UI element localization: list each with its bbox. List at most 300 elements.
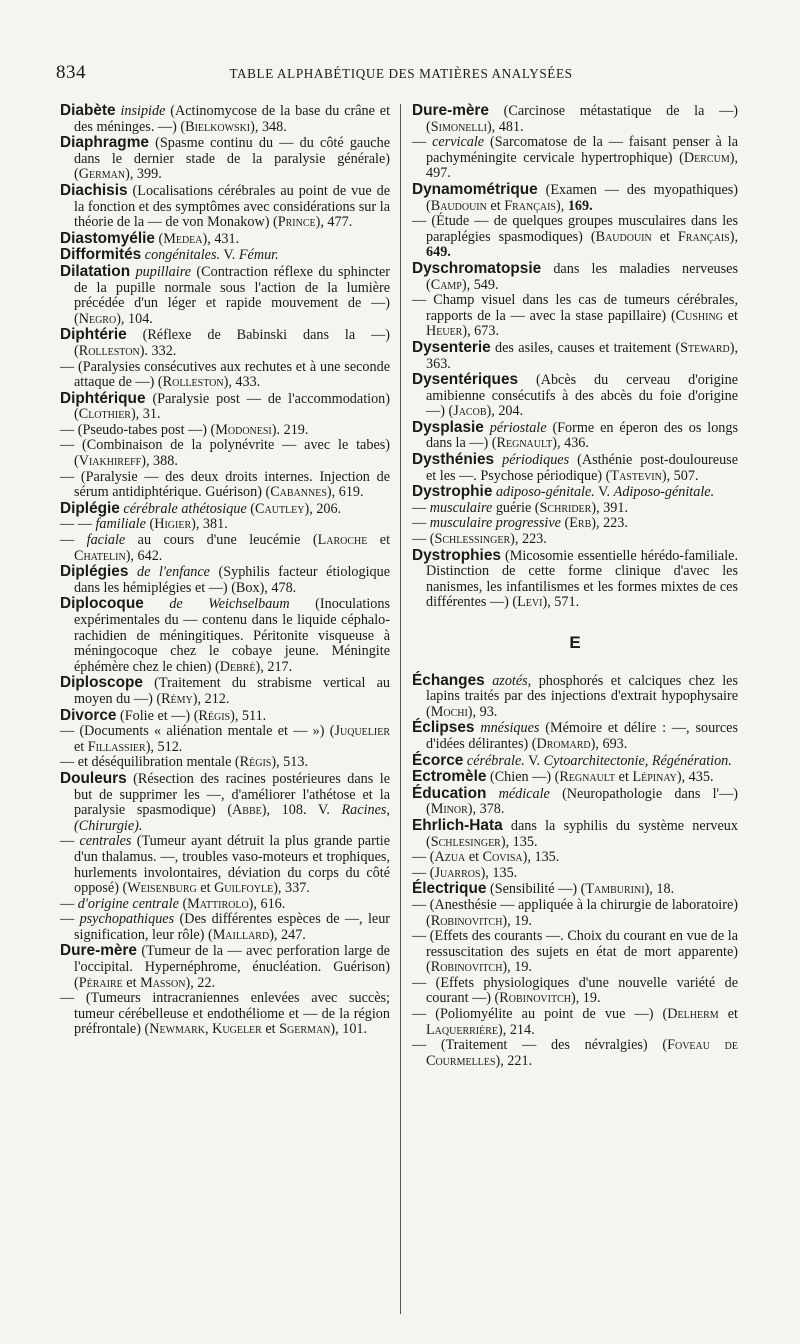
entry-author: Minor <box>430 801 468 818</box>
entry-text: ). 332. <box>139 342 177 359</box>
entry-headword: Dysplasie <box>412 418 484 436</box>
entry-headword: Dystrophie <box>412 483 493 501</box>
entry-text: V. <box>594 484 614 501</box>
entry-italic: périostale <box>489 419 547 436</box>
entry-headword: Diaphragme <box>60 134 149 152</box>
index-entry <box>60 834 390 896</box>
entry-text: ), 619. <box>326 484 364 501</box>
entry-text: ), 513. <box>271 754 308 771</box>
entry-text: — ( <box>412 849 435 866</box>
entry-text: ), 381. <box>191 516 228 533</box>
entry-italic: centrales <box>79 833 132 850</box>
entry-text: — ( <box>412 864 435 881</box>
entry-headword: Dilatation <box>60 262 131 280</box>
entry-text: — ( <box>412 531 435 548</box>
entry-author: Péraire <box>78 974 123 991</box>
index-entry <box>412 898 738 929</box>
entry-author: Medea <box>163 230 203 247</box>
entry-author: German <box>78 166 126 183</box>
entry-headword: Diabète <box>60 102 116 119</box>
entry-text: — <box>412 134 433 151</box>
entry-author: Bielkowski <box>185 118 251 135</box>
index-entry <box>412 516 738 532</box>
entry-text: ). 219. <box>271 421 309 438</box>
index-entry <box>60 183 390 231</box>
section-letter: E <box>569 633 581 652</box>
entry-text: et <box>722 307 738 324</box>
entry-text: ), 212. <box>192 690 230 707</box>
entry-author: Juquelier <box>334 723 390 740</box>
entry-headword: Dysthénies <box>412 451 495 469</box>
entry-text: ( <box>145 516 155 533</box>
section-e <box>412 673 738 1070</box>
index-entry <box>412 420 738 452</box>
entry-text: et <box>367 532 391 549</box>
entry-author: Mattirolo <box>187 895 249 912</box>
entry-text: — (Paralysie — des deux droits internes. Injection de sérum antidiphtérique. Guérison) ( <box>60 468 390 501</box>
entry-text: ), 673. <box>462 323 500 340</box>
entry-headword: Diplégie <box>60 499 120 517</box>
entry-text: et <box>196 880 215 897</box>
index-entry <box>412 340 738 372</box>
entry-text: ), 204. <box>486 403 524 420</box>
entry-text: et <box>718 1006 738 1023</box>
index-entry <box>412 103 738 135</box>
entry-text: — (Tumeurs intracraniennes enlevées avec succès; tumeur cérébelleuse et endothéliome et — de la région préfrontale) ( <box>60 990 390 1038</box>
entry-author: Laquerrière <box>426 1021 498 1038</box>
running-title: TABLE ALPHABÉTIQUE DES MATIÈRES ANALYSÉES <box>229 66 573 81</box>
entry-italic: cérébrale athétosique <box>123 500 247 517</box>
entry-text: — <box>60 532 87 549</box>
index-entry <box>412 929 738 976</box>
entry-headword: Éducation <box>412 784 487 802</box>
entry-text: ), 223. <box>510 531 547 548</box>
entry-text: ), 108. V. <box>261 802 342 819</box>
entry-author: Dercum <box>683 149 730 166</box>
entry-text: et <box>261 1021 280 1038</box>
entry-italic: Cytoarchitectonie, Régénération. <box>543 752 732 769</box>
entry-headword: Ectromèle <box>412 768 487 786</box>
entry-text: ), 247. <box>269 926 306 943</box>
entry-author: Baudouin <box>595 228 652 245</box>
entry-text: (Inoculations expérimentales du — contenu dans le liquide céphalo-rachidien de méningitiques. Péritonite visqueuse à méningocoque chez le cobaye jeune. Méningite éphémère chez le chien) ( <box>74 596 391 675</box>
entry-text: ), 93. <box>467 703 498 720</box>
entry-text: ), 431. <box>202 230 240 247</box>
entry-author: Delherm <box>667 1006 719 1023</box>
entry-bold: 169. <box>567 197 593 214</box>
entry-headword: Dyschromatopsie <box>412 259 542 277</box>
entry-text: ), 18. <box>644 881 675 898</box>
entry-author: Français <box>677 228 730 245</box>
entry-text: ), 642. <box>125 547 163 564</box>
entry-text: phosphorés et calciques chez les lapins traités par des injections d'extrait hypophysaire ( <box>426 672 738 720</box>
entry-text: ), 477. <box>315 214 353 231</box>
entry-author: Regnault <box>496 435 553 452</box>
index-entry <box>60 438 390 469</box>
entry-author: Weisenburg <box>127 880 197 897</box>
index-entry <box>412 866 738 882</box>
entry-italic: musculaire <box>429 499 493 516</box>
entry-author: Français <box>504 197 556 214</box>
entry-text: ), 19. <box>570 990 601 1007</box>
entry-text: — (Anesthésie — appliquée à la chirurgie de laboratoire) ( <box>412 896 738 929</box>
index-entry <box>412 850 738 866</box>
entry-text: et <box>651 228 678 245</box>
index-entry <box>60 596 390 675</box>
entry-text: (Micosomie essentielle hérédo-familiale. Distinction de cette forme clinique d'avec les nanismes, les infantilismes et les formes mixtes de ces différentes —) ( <box>426 547 738 611</box>
entry-text: — et déséquilibration mentale ( <box>60 754 240 771</box>
index-entry <box>412 372 738 420</box>
entry-text: (Mémoire et délire : —, sources d'idées délirantes) ( <box>426 720 739 752</box>
entry-text: — <box>412 499 430 516</box>
entry-text: ), 388. <box>141 453 178 470</box>
entry-headword: Électrique <box>412 880 487 898</box>
index-entry <box>60 708 390 725</box>
entry-author: Schlessinger <box>434 531 511 548</box>
entry-text: — (Effets des courants —. Choix du courant en vue de la ressuscitation des sujets en état de mort apparente) ( <box>412 928 738 976</box>
entry-text: ( <box>560 515 570 532</box>
index-entry <box>60 391 390 423</box>
entry-author: Covisa <box>482 849 523 866</box>
entry-text: (Actinomycose de la base du crâne et des méninges. —) ( <box>74 103 391 135</box>
entry-text: (Localisations cérébrales au point de vue de la fonction et des symptômes avec considérations sur la théorie de la — de von Monakow) ( <box>74 182 390 231</box>
index-entry <box>60 533 390 564</box>
entry-text: ), 104. <box>116 310 153 327</box>
entry-italic: insipide <box>120 103 166 119</box>
entry-text: et <box>465 849 483 866</box>
entry-headword: Dynamométrique <box>412 180 538 198</box>
index-entry <box>60 231 390 248</box>
index-entry <box>412 818 738 850</box>
entry-text: (Réflexe de Babinski dans la —) ( <box>74 327 390 359</box>
entry-headword: Diploscope <box>60 674 143 692</box>
entry-author: Guilfoyle <box>214 880 274 897</box>
index-entry <box>412 293 738 340</box>
entry-italic: familiale <box>95 516 146 533</box>
entry-headword: Écorce <box>412 751 464 769</box>
entry-author: Steward <box>680 339 730 356</box>
entry-text <box>144 596 170 612</box>
entry-author: Robinovitch <box>430 959 503 976</box>
entry-author: Tamburini <box>585 881 645 898</box>
entry-text: — — <box>60 516 96 533</box>
entry-author: Régis <box>198 707 231 724</box>
entry-text <box>128 564 137 580</box>
entry-author: Schlesinger <box>430 833 501 850</box>
index-entry <box>60 517 390 533</box>
entry-italic: azotés, <box>492 672 532 689</box>
index-entry <box>60 264 390 327</box>
entry-text: dans la syphilis du système nerveux ( <box>426 817 738 850</box>
entry-text: ), 391. <box>591 499 628 516</box>
entry-text: ), <box>729 228 738 245</box>
entry-headword: Ehrlich-Hata <box>412 816 503 834</box>
entry-author: Clothier <box>78 406 131 423</box>
entry-text: ), 549. <box>461 276 499 293</box>
entry-author: Tastevin <box>610 467 662 484</box>
index-entry <box>412 720 738 752</box>
index-entry <box>60 564 390 596</box>
entry-text: ), 19. <box>502 912 532 929</box>
entry-text: ), 571. <box>542 594 580 611</box>
entry-text: (Carcinose métastatique de la —) ( <box>426 103 738 135</box>
entry-text: ), 436. <box>552 435 589 452</box>
entry-author: Cabannes <box>270 484 327 501</box>
entry-text: (Chien —) ( <box>486 769 560 786</box>
entry-text: ), 348. <box>250 118 287 135</box>
entry-text: (Asthénie post-douloureuse et les —. Psychose périodique) ( <box>426 452 738 484</box>
entry-headword: Diplocoque <box>60 595 144 613</box>
entry-text: ), 22. <box>185 974 216 991</box>
entry-text: (Syphilis facteur étiologique dans les hémiplégies et —) (Box), 478. <box>74 564 391 596</box>
entry-author: Sgerman <box>279 1021 331 1038</box>
entry-text: (Contraction réflexe du sphincter de la pupille normale sous l'action de la lumière précédée d'un léger et rapide mouvement de —) ( <box>74 263 390 327</box>
entry-author: Rémy <box>161 690 193 707</box>
index-entry <box>60 360 390 391</box>
index-entry <box>412 532 738 548</box>
entry-text: (Neuropathologie dans l'—) ( <box>426 785 739 818</box>
entry-text: — Champ visuel dans les cas de tumeurs cérébrales, rapports de la — avec la stase papillaire) ( <box>412 292 738 324</box>
entry-text: au cours d'une leucémie ( <box>125 532 318 549</box>
entry-text: ), <box>556 197 568 214</box>
index-entry <box>412 501 738 517</box>
entry-text: ), 337. <box>273 880 310 897</box>
entry-headword: Difformités <box>60 246 142 264</box>
index-entry <box>412 135 738 182</box>
entry-headword: Dysenterie <box>412 338 491 356</box>
index-entry <box>60 755 390 771</box>
entry-headword: Dure-mère <box>412 102 489 119</box>
entry-italic: Adiposo-génitale. <box>613 484 715 501</box>
entry-text: — (Effets physiologiques d'une nouvelle variété de courant —) ( <box>412 974 738 1007</box>
entry-text: et <box>615 769 633 786</box>
entry-italic: Racines, (Chirurgie). <box>74 802 390 834</box>
entry-headword: Dystrophies <box>412 546 501 564</box>
entry-text: ( <box>154 230 164 247</box>
entry-text: — <box>60 895 78 912</box>
index-entry <box>412 769 738 786</box>
entry-author: Rolleston <box>78 342 140 359</box>
entry-italic: congénitales. <box>144 247 221 264</box>
section-d-continued <box>412 103 738 611</box>
entry-author: Erb <box>569 515 592 532</box>
entry-text: , <box>205 1021 213 1038</box>
entry-text: — (Paralysies consécutives aux rechutes et à une seconde attaque de —) ( <box>60 358 390 391</box>
entry-text: ), 399. <box>125 166 162 183</box>
entry-text: ), 511. <box>230 707 267 724</box>
entry-text: (Forme en éperon des os longs dans la —) ( <box>426 419 738 452</box>
entry-author: Chatelin <box>74 547 126 564</box>
entry-text: (Spasme continu du — du côté gauche dans le dernier stade de la paralysie générale) ( <box>74 135 390 183</box>
entry-text: V. <box>220 247 239 264</box>
entry-text: ), 363. <box>426 339 738 372</box>
entry-text: ), 206. <box>304 500 342 517</box>
entry-author: Viakhireff <box>78 453 142 470</box>
index-entry <box>60 423 390 439</box>
entry-text: ), 512. <box>145 738 183 755</box>
entry-text: — (Pseudo-tabes post —) ( <box>60 421 216 438</box>
entry-text: (Sensibilité —) ( <box>486 881 586 898</box>
entry-text: V. <box>524 752 544 769</box>
entry-italic: périodiques <box>502 452 570 469</box>
entry-text: ), 221. <box>495 1052 533 1069</box>
entry-text: (Traitement du strabisme vertical au moyen du —) ( <box>74 675 390 707</box>
index-entry <box>412 261 738 293</box>
index-entry <box>60 675 390 707</box>
entry-author: Schrider <box>539 499 592 516</box>
entry-italic: adiposo-génitale. <box>495 484 595 501</box>
entry-text: ), 31. <box>130 406 161 423</box>
entry-text: — (Étude — de quelques groupes musculaires dans les paraplégies spasmodiques) ( <box>412 213 738 245</box>
entry-author: Rolleston <box>162 374 224 391</box>
left-column <box>60 103 390 1038</box>
entry-bold: 649. <box>426 244 451 261</box>
entry-text: ), 507. <box>661 467 699 484</box>
entry-text: et <box>74 738 88 755</box>
entry-text: ), 135. <box>480 864 518 881</box>
entry-author: Maillard <box>212 926 270 943</box>
entry-text: (Tumeur ayant détruit la plus grande partie d'un thalamus. —, troubles vaso-moteurs et trophiques, hurlements involontaires, déviation du corps du côté opposé) ( <box>74 833 390 897</box>
entry-text: — (Traitement — des névralgies) ( <box>412 1037 668 1054</box>
entry-italic: d'origine centrale <box>77 895 179 912</box>
entry-italic: cérébrale. <box>466 752 525 769</box>
entry-text: ), 616. <box>248 895 286 912</box>
entry-author: Lépinay <box>632 769 677 786</box>
entry-author: Heuer <box>426 323 463 340</box>
entry-author: Robinovitch <box>499 990 571 1007</box>
index-entry <box>412 214 738 261</box>
entry-author: Kugeler <box>212 1021 262 1038</box>
entry-author: Simonelli <box>430 118 487 135</box>
entry-headword: Dure-mère <box>60 942 137 960</box>
entry-author: Negro <box>78 310 117 327</box>
entry-author: Higier <box>154 516 192 533</box>
index-entry <box>412 786 738 818</box>
index-entry <box>60 771 390 834</box>
entry-text: (Résection des racines postérieures dans le but de supprimer les —, d'améliorer l'athétose et la paralysie spasmodique) ( <box>74 770 390 819</box>
index-entry <box>60 327 390 359</box>
index-entry <box>412 881 738 898</box>
entry-headword: Dysentériques <box>412 371 519 389</box>
entry-text: ), 693. <box>590 735 628 752</box>
entry-text: — <box>412 515 430 532</box>
index-entry <box>412 673 738 721</box>
entry-author: Cushing <box>675 307 723 324</box>
entry-headword: Éclipses <box>412 719 475 737</box>
entry-author: Dromard <box>536 735 591 752</box>
entry-author: Robinovitch <box>430 912 503 929</box>
entry-author: Mochi <box>430 703 468 720</box>
entry-author: Laroche <box>317 532 368 549</box>
entry-italic: psychopathiques <box>79 911 175 928</box>
entry-headword: Diplégies <box>60 563 129 581</box>
entry-author: Masson <box>140 974 186 991</box>
entry-text: ), 378. <box>467 801 505 818</box>
entry-text: (Abcès du cerveau d'origine amibienne consécutifs à des abcès du foie d'origine —) ( <box>426 372 738 420</box>
entry-headword: Diphtérie <box>60 326 127 344</box>
entry-italic: pupillaire <box>135 263 191 280</box>
index-entry <box>60 724 390 755</box>
entry-italic: de l'enfance <box>136 564 210 581</box>
entry-italic: faciale <box>86 532 126 549</box>
entry-text: dans les maladies nerveuses ( <box>426 260 738 293</box>
index-entry <box>412 753 738 770</box>
entry-text: des asiles, causes et traitement ( <box>490 339 681 356</box>
entry-author: Jacob <box>453 403 487 420</box>
entry-author: Modonesi <box>215 421 272 438</box>
entry-text: ( <box>246 500 256 517</box>
entry-author: Régis <box>239 754 272 771</box>
entry-author: Azua <box>434 849 466 866</box>
entry-italic: Fémur. <box>238 247 279 264</box>
entry-text: — (Combinaison de la polynévrite — avec le tabes) ( <box>60 437 390 470</box>
entry-text: (Sarcomatose de la — faisant penser à la pachyméningite cervicale hypertrophique) ( <box>426 134 738 166</box>
entry-headword: Diastomyélie <box>60 229 155 247</box>
right-column <box>412 103 738 1069</box>
entry-text: ), 497. <box>426 149 738 182</box>
entry-text: — <box>60 911 80 928</box>
entry-headword: Divorce <box>60 706 117 724</box>
index-entry <box>60 991 390 1038</box>
index-entry <box>60 135 390 183</box>
entry-headword: Douleurs <box>60 769 127 787</box>
index-entry <box>60 897 390 913</box>
index-entry <box>60 470 390 501</box>
index-entry <box>60 103 390 135</box>
index-entry <box>412 1038 738 1069</box>
page-number: 834 <box>56 62 86 83</box>
index-entry <box>60 501 390 518</box>
entry-author: Camp <box>430 276 462 293</box>
entry-text: ( <box>178 895 188 912</box>
entry-text: ), 217. <box>255 658 293 675</box>
index-entry <box>60 247 390 264</box>
entry-author: Abbe <box>232 802 262 819</box>
entry-italic: médicale <box>498 785 550 802</box>
index-entry <box>412 548 738 611</box>
index-entry <box>60 912 390 943</box>
entry-text: ), 481. <box>486 118 524 135</box>
entry-headword: Diphtérique <box>60 389 146 407</box>
entry-text: ), 433. <box>223 374 261 391</box>
entry-author: Baudouin <box>430 197 487 214</box>
entry-text: et <box>486 197 505 214</box>
entry-text: ), 214. <box>498 1021 535 1038</box>
entry-author: Foveau de Courmelles <box>426 1037 739 1069</box>
entry-text: ), 435. <box>676 769 714 786</box>
index-entry <box>412 1007 738 1038</box>
entry-author: Prince <box>277 214 316 231</box>
entry-text: — <box>60 833 80 850</box>
entry-text: ), 223. <box>591 515 628 532</box>
entry-italic: mnésiques <box>480 720 540 737</box>
index-entry <box>60 943 390 991</box>
entry-italic: de Weichselbaum <box>169 596 290 613</box>
entry-author: Juarros <box>434 864 481 881</box>
entry-author: Regnault <box>559 769 616 786</box>
entry-author: Newmark <box>149 1021 206 1038</box>
entry-text: guérie ( <box>492 499 540 516</box>
entry-italic: musculaire progressive <box>429 515 561 532</box>
entry-text <box>486 786 498 802</box>
entry-author: Cautley <box>255 500 305 517</box>
entry-text: — (Poliomyélite au point de vue —) ( <box>412 1006 668 1023</box>
index-entry <box>412 452 738 484</box>
entry-text: ), 135. <box>500 833 538 850</box>
entry-text: (Paralysie post — de l'accommodation) ( <box>74 390 390 423</box>
page-header <box>56 62 746 86</box>
entry-headword: Échanges <box>412 671 485 689</box>
